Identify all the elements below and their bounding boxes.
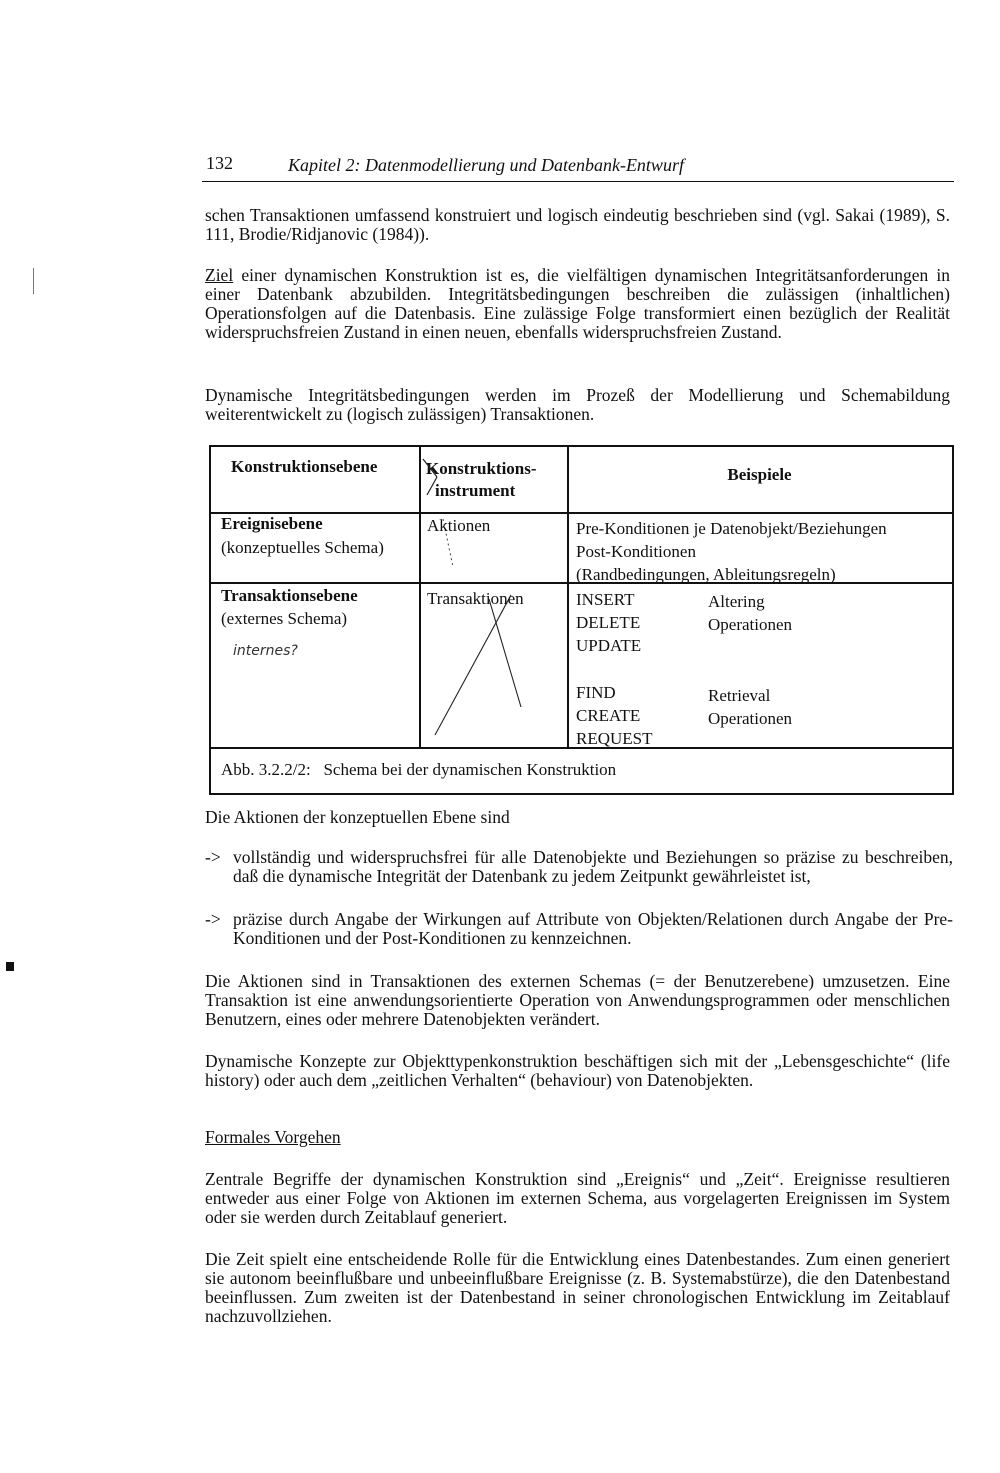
chapter-title: Kapitel 2: Datenmodellierung und Datenbank-Entwurf (288, 155, 684, 175)
op-update: UPDATE (576, 636, 642, 655)
bullet-1-text: vollständig und widerspruchsfrei für alle Datenobjekte und Beziehungen so präzise zu beschreiben, daß die dynamische Integrität der Datenbank zu jedem Zeitpunkt gewährleistet ist, (233, 847, 953, 886)
retrieval-ops-label: Operationen (708, 709, 793, 728)
row2-level-title: Transaktionsebene (221, 586, 358, 605)
paragraph-4: Die Aktionen der konzeptuellen Ebene sind (205, 807, 510, 827)
row2-handwritten-note: internes? (233, 643, 298, 659)
row1-level-sub: (konzeptuelles Schema) (221, 538, 384, 557)
header-konstruktionsebene: Konstruktionsebene (231, 457, 378, 476)
op-insert: INSERT (576, 590, 635, 609)
header-instrument-line1: Konstruktions- (426, 459, 537, 478)
figure-caption: Abb. 3.2.2/2: Schema bei der dynamischen Konstruktion (221, 760, 617, 779)
bullet-2-text: präzise durch Angabe der Wirkungen auf Attribute von Objekten/Relationen durch Angabe der Pre-Konditionen und der Post-Konditionen zu kennzeichnen. (233, 909, 953, 948)
row1-instrument: Aktionen (427, 516, 491, 535)
row2-level-sub: (externes Schema) (221, 609, 348, 628)
paragraph-1: schen Transaktionen umfassend konstruiert und logisch eindeutig beschrieben sind (vgl. Sakai (1989), S. 111, Brodie/Ridjanovic (1984)). (205, 205, 950, 244)
paragraph-2-text: einer dynamischen Konstruktion ist es, die vielfältigen dynamischen Integritätsanforderungen in einer Datenbank abzubilden. Integritätsbedingungen beschreiben die zulässigen (inhaltlichen) Operationsfolgen auf die Datenbasis. Eine zulässige Folge transformiert einen bezüglich der Realität widerspruchsfreien Zustand in einen neuen, ebenfalls widerspruchsfreien Zustand. (205, 265, 950, 342)
paragraph-2-lead: Ziel (205, 265, 234, 285)
page-header (202, 153, 954, 182)
retrieval-label: Retrieval (708, 686, 771, 705)
paragraph-7: Zentrale Begriffe der dynamischen Konstruktion sind „Ereignis“ und „Zeit“. Ereignisse resultieren entweder aus einer Folge von Aktionen im externen Schema, aus vorgelagerten Ereignissen im System oder sie werden durch Zeitablauf generiert. (205, 1169, 950, 1227)
op-request: REQUEST (576, 729, 653, 748)
bullet-1-arrow: -> (205, 847, 221, 867)
figure-table (209, 445, 954, 795)
scan-artifact-mark (6, 962, 14, 971)
op-create: CREATE (576, 706, 641, 725)
row1-example-2: Post-Konditionen (576, 542, 696, 561)
cross-stroke-a (489, 599, 521, 707)
header-instrument-line2: instrument (435, 481, 516, 500)
op-delete: DELETE (576, 613, 641, 632)
header-beispiele: Beispiele (727, 465, 792, 484)
header-slash-stroke (423, 459, 437, 477)
section-heading (205, 1128, 950, 1147)
paragraph-8: Die Zeit spielt eine entscheidende Rolle für die Entwicklung eines Datenbestandes. Zum einen generiert sie autonom beeinflußbare und unbeeinflußbare Ereignisse (z. B. Systemabstürze), die den Datenbestand beeinflussen. Zum zweiten ist der Datenbestand in seiner chronologischen Entwicklung im Zeitablauf nachzuvollziehen. (205, 1249, 950, 1326)
page-number: 132 (206, 153, 233, 173)
row2-instrument: Transaktionen (427, 589, 524, 608)
cross-stroke-b (435, 595, 511, 735)
row1-example-3: (Randbedingungen, Ableitungsregeln) (576, 565, 836, 584)
op-find: FIND (576, 683, 616, 702)
bullet-2-arrow: -> (205, 909, 221, 929)
header-backslash-stroke (427, 477, 437, 495)
paragraph-3: Dynamische Integritätsbedingungen werden im Prozeß der Modellierung und Schemabildung weiterentwickelt zu (logisch zulässigen) Transaktionen. (205, 385, 950, 424)
altering-label: Altering (708, 592, 765, 611)
scan-artifact-line (33, 268, 34, 294)
paragraph-2 (205, 266, 950, 342)
section-heading-text: Formales Vorgehen (205, 1127, 341, 1147)
row1-example-1: Pre-Konditionen je Datenobjekt/Beziehungen (576, 519, 887, 538)
paragraph-6: Dynamische Konzepte zur Objekttypenkonstruktion beschäftigen sich mit der „Lebensgeschichte“ (life history) oder auch dem „zeitlichen Verhalten“ (behaviour) von Datenobjekten. (205, 1051, 950, 1090)
row1-level-title: Ereignisebene (221, 514, 323, 533)
altering-ops-label: Operationen (708, 615, 793, 634)
paragraph-5: Die Aktionen sind in Transaktionen des externen Schemas (= der Benutzerebene) umzusetzen. Eine Transaktion ist eine anwendungsorientierte Operation von Anwendungsprogrammen oder menschlichen Benutzern, eines oder mehrere Datenobjekten verändert. (205, 971, 950, 1029)
